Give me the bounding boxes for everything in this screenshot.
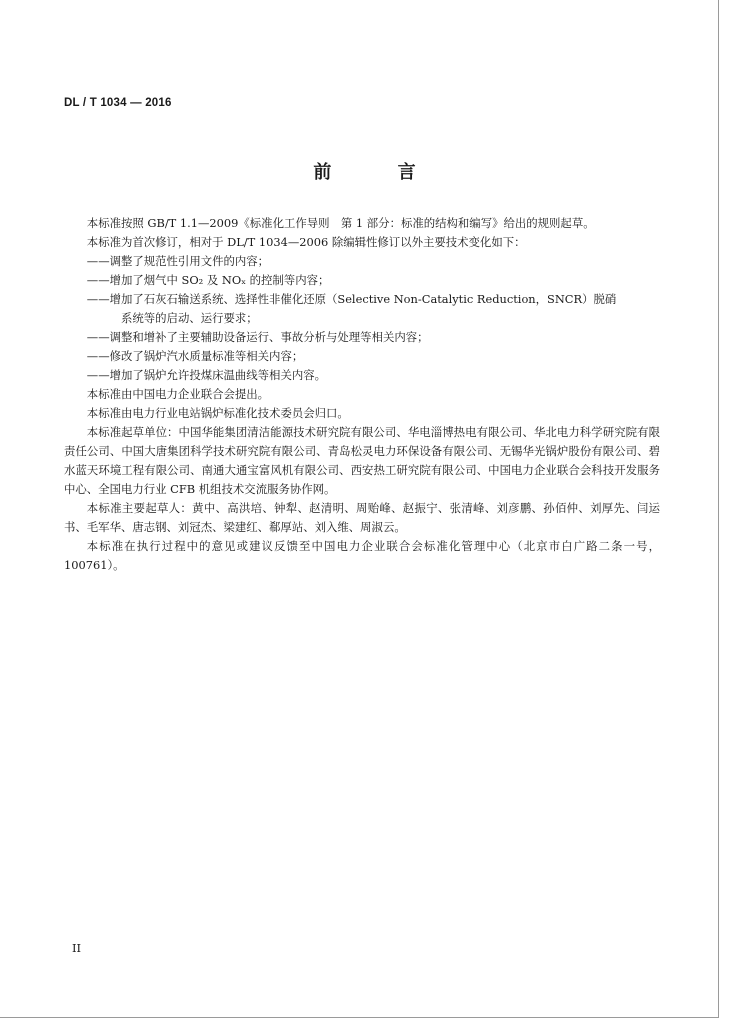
- paragraph-committee: 本标准由电力行业电站锅炉标准化技术委员会归口。: [86, 406, 349, 420]
- paragraph-drafting-rules: 本标准按照 GB/T 1.1—2009《标准化工作导则 第 1 部分：标准的结构和编写》给出的规则起草。: [86, 216, 595, 230]
- page-title: 前 言: [313, 162, 446, 183]
- list-item: ——增加了烟气中 SO₂ 及 NOₓ 的控制等内容；: [86, 273, 330, 287]
- standard-code: DL / T 1034 — 2016: [64, 97, 172, 109]
- list-item-continuation-text: 系统等的启动、运行要求；: [120, 311, 258, 325]
- list-item: ——增加了锅炉允许投煤床温曲线等相关内容。: [86, 368, 327, 382]
- foreword-body: [64, 214, 660, 575]
- list-item-continuation: [64, 309, 660, 328]
- list-item: ——增加了石灰石输送系统、选择性非催化还原（Selective Non-Catalytic Reduction，SNCR）脱硝: [86, 292, 617, 306]
- page-number: II: [72, 941, 82, 955]
- paragraph-feedback: 本标准在执行过程中的意见或建议反馈至中国电力企业联合会标准化管理中心（北京市白广路二条一号，100761）。: [64, 539, 660, 572]
- paragraph-revision-intro: 本标准为首次修订，相对于 DL/T 1034—2006 除编辑性修订以外主要技术变化如下：: [86, 235, 526, 249]
- list-item: ——调整了规范性引用文件的内容；: [86, 254, 270, 268]
- paragraph-drafting-units: 本标准起草单位：中国华能集团清洁能源技术研究院有限公司、华电淄博热电有限公司、华北电力科学研究院有限责任公司、中国大唐集团科学技术研究院有限公司、青岛松灵电力环保设备有限公司、无锡华光锅炉股份有限公司、碧水蓝天环境工程有限公司、南通大通宝富风机有限公司、西安热工研究院有限公司、中国电力企业联合会科技开发服务中心、全国电力行业 CFB 机组技术交流服务协作网。: [64, 425, 660, 496]
- list-item: ——修改了锅炉汽水质量标准等相关内容；: [86, 349, 304, 363]
- list-item: ——调整和增补了主要辅助设备运行、事故分析与处理等相关内容；: [86, 330, 429, 344]
- paragraph-proposer: 本标准由中国电力企业联合会提出。: [86, 387, 270, 401]
- paragraph-drafters: 本标准主要起草人：黄中、高洪培、钟犁、赵清明、周贻峰、赵振宁、张清峰、刘彦鹏、孙佰仲、刘厚先、闫运书、毛军华、唐志钢、刘冠杰、梁建红、郗厚站、刘入维、周淑云。: [64, 501, 660, 534]
